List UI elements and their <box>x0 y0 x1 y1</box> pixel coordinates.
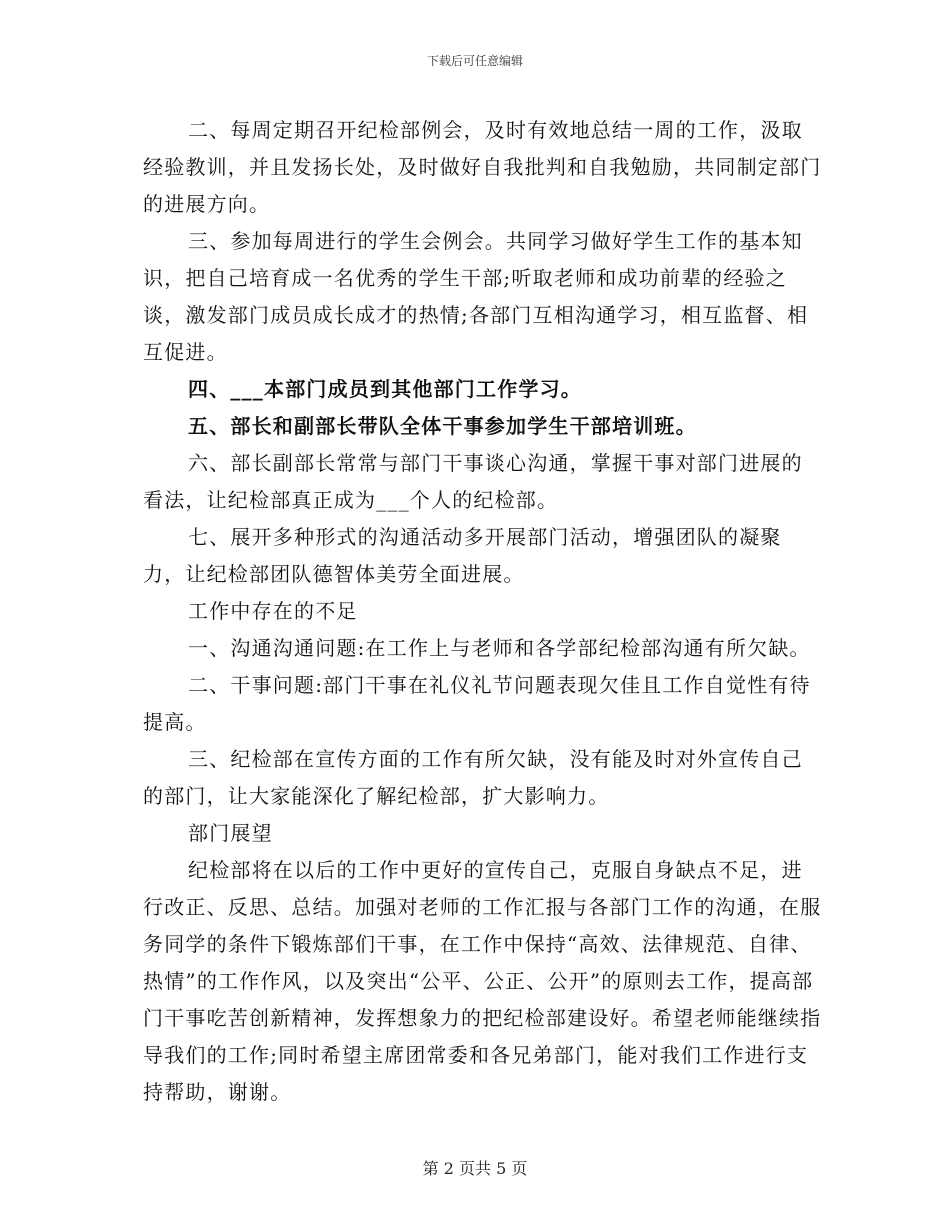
document-body <box>143 112 823 1111</box>
paragraph-6: 六、部长副部长常常与部门干事谈心沟通，掌握干事对部门进展的看法，让纪检部真正成为___个人的纪检部。 <box>143 451 803 512</box>
shortcoming-3: 三、纪检部在宣传方面的工作有所欠缺，没有能及时对外宣传自己的部门，让大家能深化了解纪检部，扩大影响力。 <box>143 747 803 808</box>
page-header: 下载后可任意编辑 <box>426 54 523 68</box>
section-heading-shortcomings: 工作中存在的不足 <box>188 599 358 623</box>
outlook-paragraph: 纪检部将在以后的工作中更好的宣传自己，克服自身缺点不足，进行改正、反思、总结。加强对老师的工作汇报与各部门工作的沟通，在服务同学的条件下锻炼部们干事，在工作中保持“高效、法律规范、自律、热情”的工作作风，以及突出“公平、公正、公开”的原则去工作，提高部门干事吃苦创新精神，发挥想象力的把纪检部建设好。希望老师能继续指导我们的工作;同时希望主席团常委和各兄弟部门，能对我们工作进行支持帮助，谢谢。 <box>143 858 822 1104</box>
paragraph-5: 五、部长和副部长带队全体干事参加学生干部培训班。 <box>188 414 697 438</box>
shortcoming-1: 一、沟通沟通问题:在工作上与老师和各学部纪检部沟通有所欠缺。 <box>188 636 811 660</box>
page-number: 第 2 页共 5 页 <box>422 1159 528 1178</box>
paragraph-7: 七、展开多种形式的沟通活动多开展部门活动，增强团队的凝聚力，让纪检部团队德智体美劳全面进展。 <box>143 525 782 586</box>
paragraph-4: 四、___本部门成员到其他部门工作学习。 <box>188 377 582 401</box>
shortcoming-2: 二、干事问题:部门干事在礼仪礼节问题表现欠佳且工作自觉性有待提高。 <box>143 673 811 734</box>
paragraph-2: 二、每周定期召开纪检部例会，及时有效地总结一周的工作，汲取经验教训，并且发扬长处，及时做好自我批判和自我勉励，共同制定部门的进展方向。 <box>143 118 822 216</box>
paragraph-3: 三、参加每周进行的学生会例会。共同学习做好学生工作的基本知识，把自己培育成一名优秀的学生干部;听取老师和成功前辈的经验之谈，激发部门成员成长成才的热情;各部门互相沟通学习，相互监督、相互促进。 <box>143 229 809 364</box>
section-heading-outlook: 部门展望 <box>188 821 273 845</box>
